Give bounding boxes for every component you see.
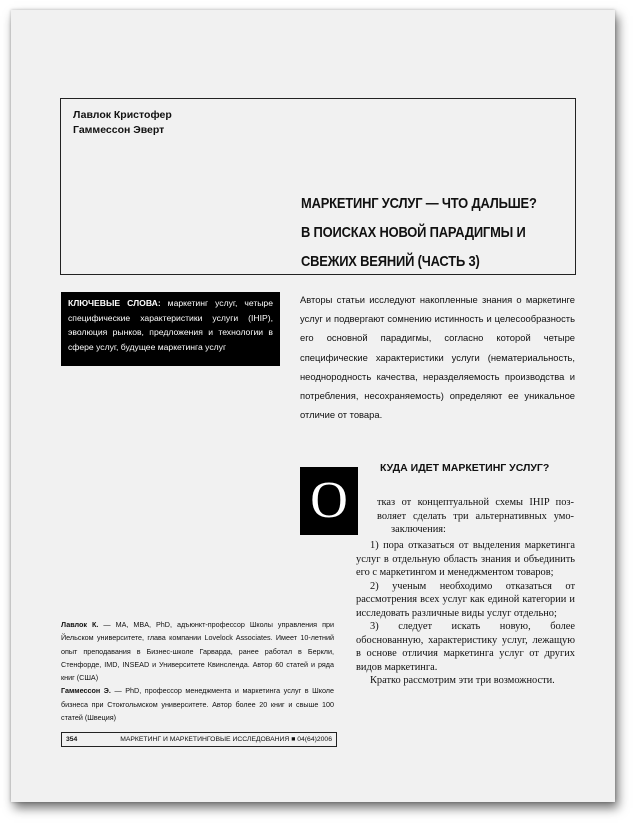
keywords-label: КЛЮЧЕВЫЕ СЛОВА:	[68, 298, 161, 308]
title-line: В ПОИСКАХ НОВОЙ ПАРАДИГМЫ И	[301, 224, 526, 241]
author-list	[73, 108, 172, 137]
journal-name: МАРКЕТИНГ И МАРКЕТИНГОВЫЕ ИССЛЕДОВАНИЯ ■ 04(64)2006	[120, 736, 332, 743]
intro-line: воляет сделать три альтернативных умо-	[377, 510, 574, 522]
paragraph: 3) следует искать новую, более обоснованную, характеристику услуг, лежащую в основе отличия маркетинга услуг от других видов маркетинга.	[356, 621, 575, 673]
keywords-text: маркетинг услуг, четыре специфические характеристики услуги (IHIP), эволюция рынков, предложения и технологии в сфере услуг, будущее маркетинга услуг	[68, 298, 273, 352]
bio-text: — PhD, профессор менеджмента и маркетинга услуг в Школе бизнеса при Стокгольмском университете. Автор более 20 книг и свыше 100 статей (Швеция)	[61, 686, 334, 723]
page-footer	[61, 732, 337, 747]
bio-name: Гаммессон Э.	[61, 686, 111, 696]
author-bios	[61, 618, 334, 724]
article-header	[60, 98, 576, 275]
intro-line: заключения:	[391, 524, 446, 535]
bio-name: Лавлок К.	[61, 620, 99, 629]
page-number: 354	[66, 736, 78, 743]
intro-line: тказ от концептуальной схемы IHIP поз-	[377, 497, 574, 508]
journal-page	[11, 10, 615, 802]
author-name: Лавлок Кристофер	[73, 109, 172, 121]
section-heading: КУДА ИДЕТ МАРКЕТИНГ УСЛУГ?	[380, 462, 550, 474]
drop-cap: О	[300, 467, 358, 535]
author-bio	[61, 684, 334, 724]
title-line: СВЕЖИХ ВЕЯНИЙ (ЧАСТЬ 3)	[301, 253, 480, 270]
keywords-box	[61, 292, 280, 366]
author-name: Гаммессон Эверт	[73, 123, 165, 136]
author-bio	[61, 618, 334, 684]
title-line: МАРКЕТИНГ УСЛУГ — ЧТО ДАЛЬШЕ?	[301, 195, 537, 212]
paragraph: 1) пора отказаться от выделения маркетинга услуг в отдельную область знания и объединить его с маркетингом и менеджментом товаров;	[356, 540, 575, 578]
paragraph: Кратко рассмотрим эти три возможности.	[370, 675, 555, 686]
abstract: Авторы статьи исследуют накопленные знания о маркетинге услуг и подвергают сомнению истинность и целесообразность его основной парадигмы, согласно которой четыре специфические характеристики услуги (нематериальность, неоднородность качества, неразделяемость производства и потребления, несохраняемость) определяют ее уникальное отличие от товара.	[300, 294, 575, 421]
article-title	[301, 189, 537, 276]
bio-text: — MA, MBA, PhD, адъюнкт-профессор Школы управления при Йельском университете, глава компании Lovelock Associates. Имеет 10-летний опыт преподавания в Бизнес-школе Гарварда, ранее работал в Беркли, Стенфорде, IMD, INSEAD и Университете Квинсленда. Автор 60 статей и ряда книг (США)	[61, 620, 334, 683]
paragraph: 2) ученым необходимо отказаться от рассмотрения всех услуг как единой категории и исследовать различные виды услуг отдельно;	[356, 580, 575, 619]
body-text	[356, 539, 575, 688]
